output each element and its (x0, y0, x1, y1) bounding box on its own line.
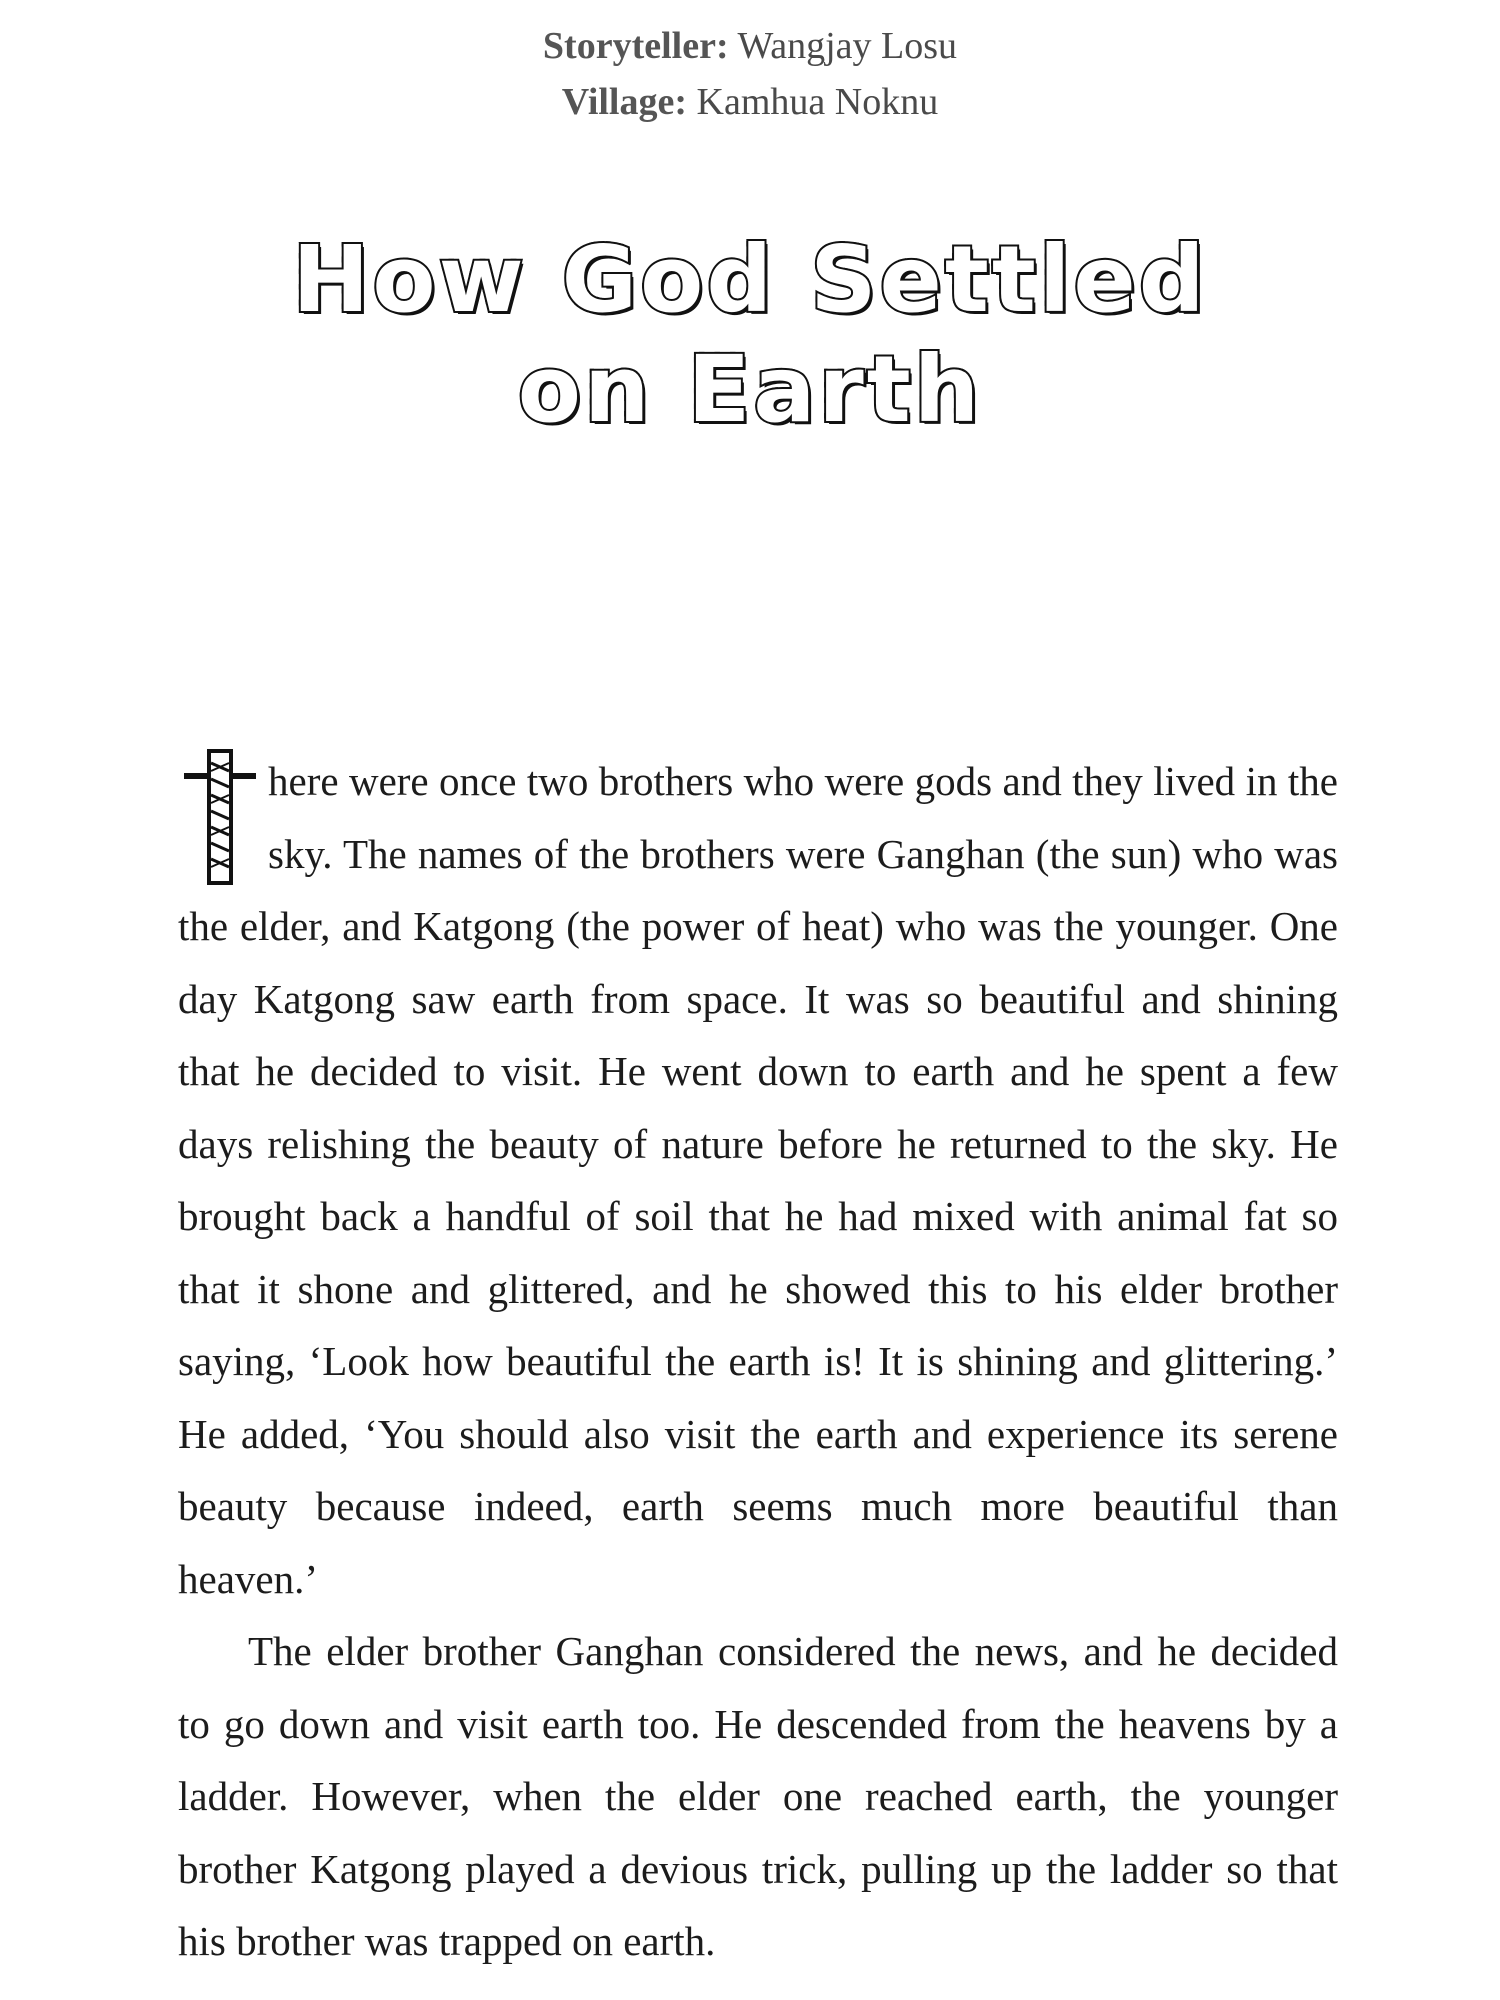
paragraph-1 (178, 745, 1338, 1615)
decorative-dropcap-t (178, 749, 268, 889)
village-name: Kamhua Noknu (696, 81, 939, 123)
story-credits (0, 18, 1500, 130)
village-label: Village: (561, 81, 688, 123)
paragraph-2: The elder brother Ganghan considered the news, and he decided to go down and visit earth too. He descended from the heavens by a ladder. However, when the elder one reached earth, the younger brother Katgong played a devious trick, pulling up the ladder so that his brother was trapped on earth. (178, 1628, 1338, 1964)
story-title (0, 225, 1500, 445)
dropcap-t-icon (178, 749, 268, 889)
story-title-line-2: on Earth (0, 335, 1500, 445)
storyteller-label: Storyteller: (542, 25, 729, 67)
storyteller-line (0, 18, 1500, 74)
story-body (178, 745, 1338, 1978)
story-title-line-1: How God Settled (0, 225, 1500, 335)
storyteller-name: Wangjay Losu (737, 25, 958, 67)
paragraph-1-text: here were once two brothers who were gods and they lived in the sky. The names of the brothers were Ganghan (the sun) who was the elder, and Katgong (the power of heat) who was the younger. One day Katgong saw earth from space. It was so beautiful and shining that he decided to visit. He went down to earth and he spent a few days relishing the beauty of nature before he returned to the sky. He brought back a handful of soil that he had mixed with animal fat so that it shone and glittered, and he showed this to his elder brother saying, ‘Look how beautiful the earth is! It is shining and glittering.’ He added, ‘You should also visit the earth and experience its serene beauty because indeed, earth seems much more beautiful than heaven.’ (178, 758, 1338, 1602)
village-line (0, 74, 1500, 130)
